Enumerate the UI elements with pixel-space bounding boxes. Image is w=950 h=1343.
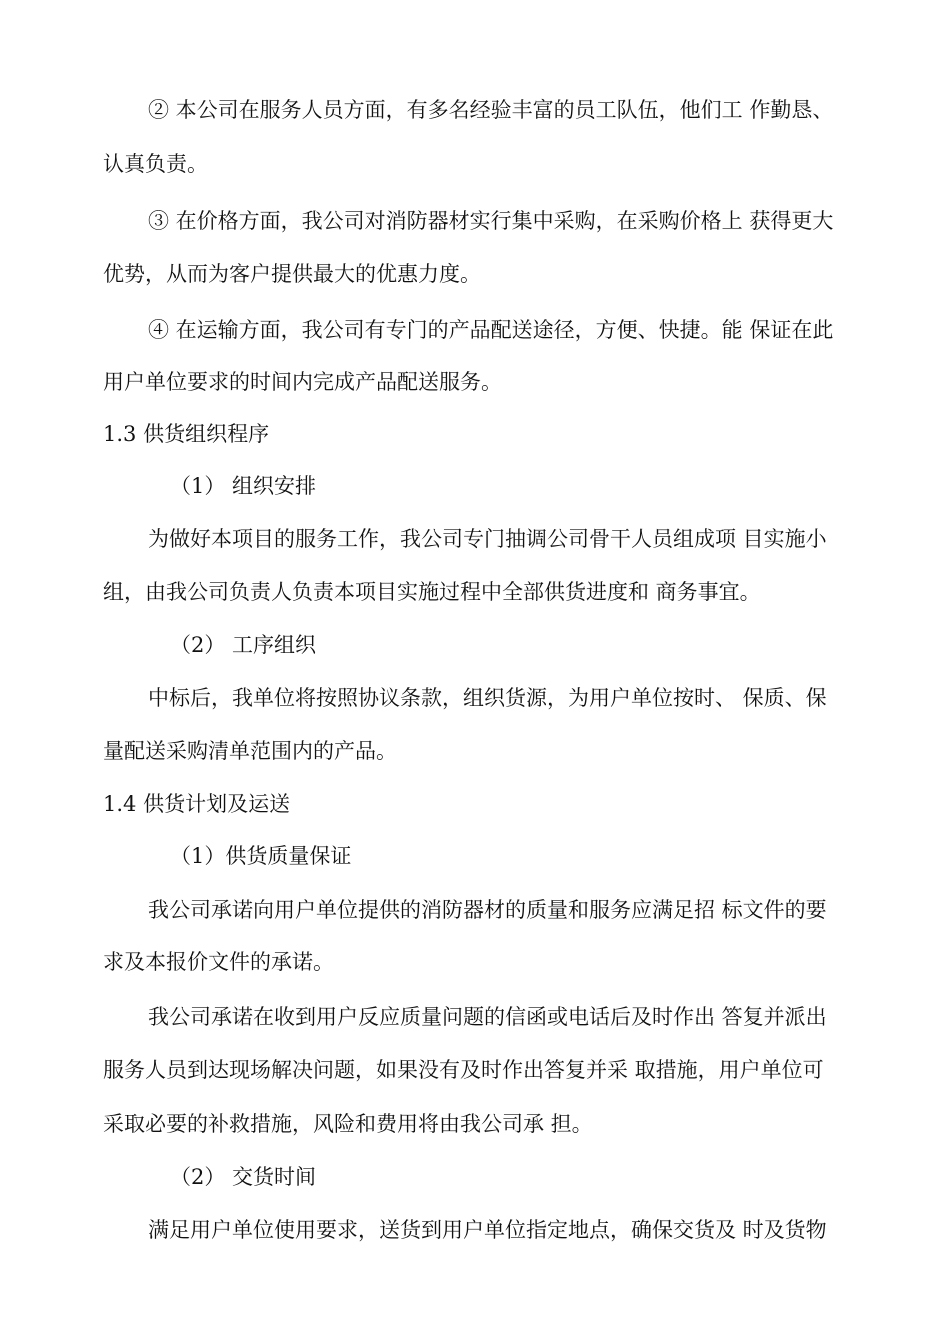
paragraph-price-line-2: 优势，从而为客户提供最大的优惠力度。 (103, 262, 481, 286)
paragraph-process-line-1: 中标后，我单位将按照协议条款，组织货源，为用户单位按时、 保质、保 (148, 686, 827, 710)
paragraph-service-staff-line-1: ② 本公司在服务人员方面，有多名经验丰富的员工队伍，他们工 作勤恳、 (148, 98, 834, 122)
paragraph-transport-line-2: 用户单位要求的时间内完成产品配送服务。 (103, 370, 502, 394)
paragraph-price-line-1: ③ 在价格方面，我公司对消防器材实行集中采购，在采购价格上 获得更大 (148, 209, 834, 233)
paragraph-delivery-line-1: 满足用户单位使用要求，送货到用户单位指定地点，确保交货及 时及货物 (148, 1218, 827, 1242)
paragraph-organization-line-2: 组，由我公司负责人负责本项目实施过程中全部供货进度和 商务事宜。 (103, 580, 761, 604)
subheading-process-organization: （2） 工序组织 (170, 633, 317, 657)
paragraph-response-line-3: 采取必要的补救措施，风险和费用将由我公司承 担。 (103, 1112, 593, 1136)
paragraph-quality-line-2: 求及本报价文件的承诺。 (103, 950, 334, 974)
paragraph-process-line-2: 量配送采购清单范围内的产品。 (103, 739, 397, 763)
subheading-delivery-time: （2） 交货时间 (170, 1165, 317, 1189)
paragraph-organization-line-1: 为做好本项目的服务工作，我公司专门抽调公司骨干人员组成项 目实施小 (148, 527, 827, 551)
subheading-organization-arrangement: （1） 组织安排 (170, 474, 317, 498)
paragraph-response-line-2: 服务人员到达现场解决问题，如果没有及时作出答复并采 取措施，用户单位可 (103, 1058, 824, 1082)
paragraph-transport-line-1: ④ 在运输方面，我公司有专门的产品配送途径，方便、快捷。能 保证在此 (148, 318, 834, 342)
paragraph-response-line-1: 我公司承诺在收到用户反应质量问题的信函或电话后及时作出 答复并派出 (148, 1005, 827, 1029)
subheading-quality-assurance: （1）供货质量保证 (170, 844, 352, 868)
section-heading-1-3: 1.3 供货组织程序 (103, 422, 270, 446)
section-heading-1-4: 1.4 供货计划及运送 (103, 792, 291, 816)
paragraph-quality-line-1: 我公司承诺向用户单位提供的消防器材的质量和服务应满足招 标文件的要 (148, 898, 827, 922)
paragraph-service-staff-line-2: 认真负责。 (103, 152, 208, 176)
